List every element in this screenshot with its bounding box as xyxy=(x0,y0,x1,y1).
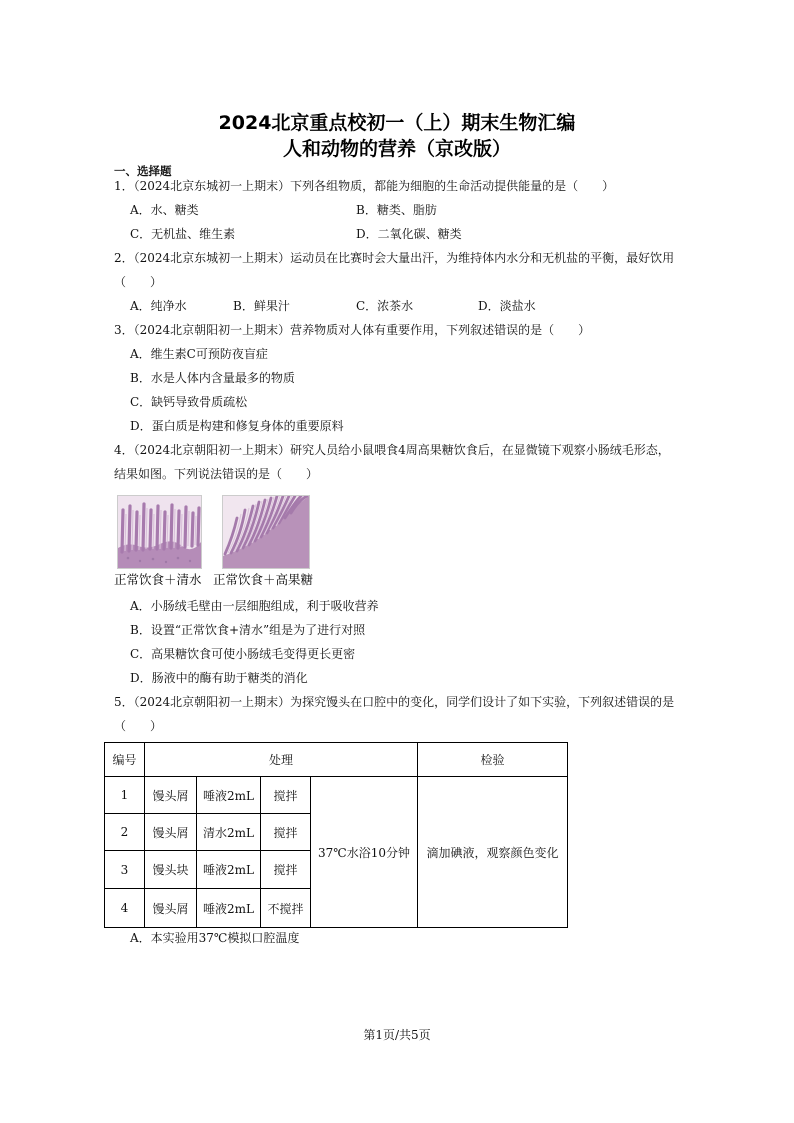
question-1-option-c: C．无机盐、维生素 xyxy=(130,227,236,241)
question-3-option-a: A．维生素C可预防夜盲症 xyxy=(130,347,268,361)
row-stir: 不搅拌 xyxy=(261,889,311,928)
row-number: 1 xyxy=(105,777,145,814)
table-row xyxy=(105,777,568,814)
row-material: 馒头屑 xyxy=(145,777,197,814)
question-4-stem-cont: 结果如图。下列说法错误的是（ ） xyxy=(114,467,319,481)
row-number: 4 xyxy=(105,889,145,928)
row-liquid: 清水2mL xyxy=(197,814,261,851)
question-5-stem-cont: （ ） xyxy=(114,719,163,733)
question-2-option-d: D．淡盐水 xyxy=(478,299,536,313)
row-liquid: 唾液2mL xyxy=(197,889,261,928)
page-footer: 第1页/共5页 xyxy=(363,1028,431,1042)
question-5-stem: 5．（2024北京朝阳初一上期末）为探究馒头在口腔中的变化，同学们设计了如下实验，下列叙述错误的是 xyxy=(114,695,675,709)
page-subtitle: 人和动物的营养（京改版） xyxy=(282,138,511,160)
question-4-option-b: B．设置“正常饮食+清水”组是为了进行对照 xyxy=(130,623,366,637)
row-number: 3 xyxy=(105,851,145,889)
question-2-option-b: B．鲜果汁 xyxy=(233,299,290,313)
micrograph-normal-water xyxy=(117,495,202,569)
question-3-option-b: B．水是人体内含量最多的物质 xyxy=(130,371,295,385)
row-liquid: 唾液2mL xyxy=(197,851,261,889)
question-4-option-c: C．高果糖饮食可使小肠绒毛变得更长更密 xyxy=(130,647,356,661)
header-treatment: 处理 xyxy=(145,743,418,777)
question-4-stem: 4．（2024北京朝阳初一上期末）研究人员给小鼠喂食4周高果糖饮食后，在显微镜下观察小肠绒毛形态， xyxy=(114,443,670,457)
question-4-option-a: A．小肠绒毛壁由一层细胞组成，利于吸收营养 xyxy=(130,599,379,613)
row-stir: 搅拌 xyxy=(261,814,311,851)
micrograph-caption-1: 正常饮食＋清水 xyxy=(114,572,202,587)
row-number: 2 xyxy=(105,814,145,851)
header-test: 检验 xyxy=(418,743,568,777)
row-material: 馒头块 xyxy=(145,851,197,889)
row-liquid: 唾液2mL xyxy=(197,777,261,814)
row-material: 馒头屑 xyxy=(145,814,197,851)
question-3-option-d: D．蛋白质是构建和修复身体的重要原料 xyxy=(130,419,344,433)
question-1-stem: 1．（2024北京东城初一上期末）下列各组物质，都能为细胞的生命活动提供能量的是（ ） xyxy=(114,179,615,193)
question-1-option-a: A．水、糖类 xyxy=(130,203,199,217)
question-2-stem-cont: （ ） xyxy=(114,275,163,289)
row-stir: 搅拌 xyxy=(261,777,311,814)
row-stir: 搅拌 xyxy=(261,851,311,889)
row-material: 馒头屑 xyxy=(145,889,197,928)
header-number: 编号 xyxy=(105,743,145,777)
table-header-row xyxy=(105,743,568,777)
question-3-option-c: C．缺钙导致骨质疏松 xyxy=(130,395,248,409)
question-1-option-d: D．二氧化碳、糖类 xyxy=(356,227,462,241)
question-2-option-a: A．纯净水 xyxy=(130,299,187,313)
section-heading: 一、选择题 xyxy=(114,164,172,178)
question-2-option-c: C．浓茶水 xyxy=(356,299,414,313)
micrograph-caption-2: 正常饮食＋高果糖 xyxy=(213,572,314,587)
micrograph-normal-high-fructose xyxy=(222,495,310,569)
question-4-option-d: D．肠液中的酶有助于糖类的消化 xyxy=(130,671,308,685)
test-method-cell: 滴加碘液，观察颜色变化 xyxy=(418,777,568,928)
question-3-stem: 3．（2024北京朝阳初一上期末）营养物质对人体有重要作用，下列叙述错误的是（ ） xyxy=(114,323,591,337)
page-title: 2024北京重点校初一（上）期末生物汇编 xyxy=(218,112,576,134)
question-5-option-a: A．本实验用37℃模拟口腔温度 xyxy=(130,931,300,945)
experiment-table xyxy=(104,742,568,928)
question-1-option-b: B．糖类、脂肪 xyxy=(356,203,437,217)
water-bath-cell: 37℃水浴10分钟 xyxy=(311,777,418,928)
question-2-stem: 2．（2024北京东城初一上期末）运动员在比赛时会大量出汗，为维持体内水分和无机盐的平衡，最好饮用 xyxy=(114,251,675,265)
